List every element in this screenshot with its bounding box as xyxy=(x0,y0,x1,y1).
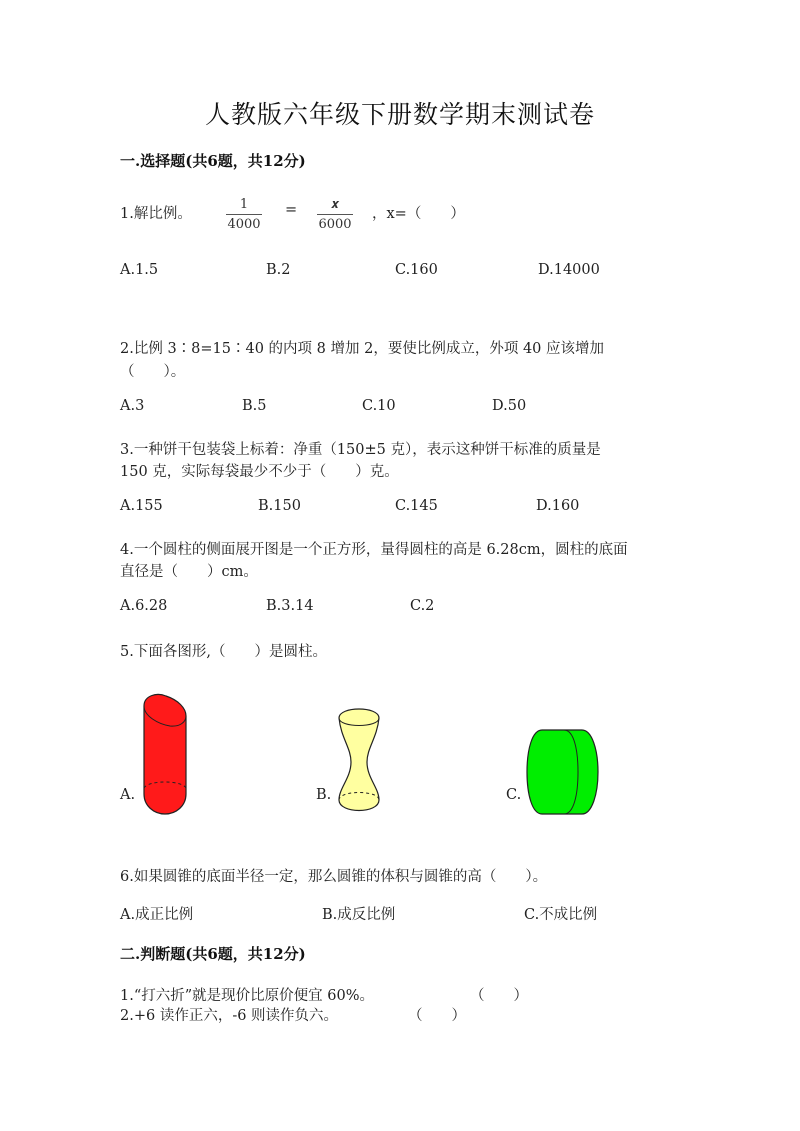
q3-option-c[interactable]: C.145 xyxy=(395,498,438,514)
fraction-bar xyxy=(226,214,262,215)
judge-item-2-text: 2.+6 读作正六，-6 则读作负六。 xyxy=(120,1008,339,1024)
q1-fraction-1 xyxy=(226,197,262,232)
q4-text-line1: 4.一个圆柱的侧面展开图是一个正方形，量得圆柱的高是 6.28cm，圆柱的底面 xyxy=(120,542,628,558)
q2-option-b[interactable]: B.5 xyxy=(242,398,267,414)
q5-option-c[interactable]: C. xyxy=(506,787,522,803)
q6-option-b[interactable]: B.成反比例 xyxy=(322,907,396,923)
judge-item-2-blank[interactable]: （ ） xyxy=(408,1008,466,1024)
q1-equals: = xyxy=(285,202,298,218)
q6-text-line1: 6.如果圆锥的底面半径一定，那么圆锥的体积与圆锥的高（ ）。 xyxy=(120,869,548,885)
q6-option-c[interactable]: C.不成比例 xyxy=(524,907,598,923)
q6-option-a[interactable]: A.成正比例 xyxy=(120,907,194,923)
q3-option-d[interactable]: D.160 xyxy=(536,498,580,514)
red-cylinder-body xyxy=(144,694,186,814)
section-1-heading: 一.选择题(共6题，共12分) xyxy=(120,152,306,170)
q2-option-a[interactable]: A.3 xyxy=(120,398,145,414)
q3-text-line1: 3.一种饼干包装袋上标着：净重（150±5 克），表示这种饼干标准的质量是 xyxy=(120,442,601,458)
q1-option-c[interactable]: C.160 xyxy=(395,262,438,278)
q2-text-line1: 2.比例 3∶8=15∶40 的内项 8 增加 2，要使比例成立，外项 40 应该增加 xyxy=(120,341,604,357)
q2-text-line2: （ ）。 xyxy=(120,364,186,380)
q1-option-b[interactable]: B.2 xyxy=(266,262,291,278)
q1-frac1-numerator: 1 xyxy=(239,197,249,212)
q1-option-d[interactable]: D.14000 xyxy=(538,262,600,278)
fraction-bar xyxy=(317,214,353,215)
yellow-shape-body xyxy=(339,709,379,811)
q2-option-d[interactable]: D.50 xyxy=(492,398,527,414)
q3-option-a[interactable]: A.155 xyxy=(120,498,163,514)
q4-option-b[interactable]: B.3.14 xyxy=(266,598,314,614)
q1-frac2-numerator: 𝒙 xyxy=(330,197,340,212)
hourglass-shape-figure-b xyxy=(333,702,385,818)
q1-fraction-2 xyxy=(317,197,353,232)
slanted-cylinder-figure-a xyxy=(138,690,196,820)
q1-option-a[interactable]: A.1.5 xyxy=(120,262,159,278)
q1-prefix: 1.解比例。 xyxy=(120,206,192,222)
q2-option-c[interactable]: C.10 xyxy=(362,398,396,414)
q5-option-a[interactable]: A. xyxy=(120,787,136,803)
q4-option-c[interactable]: C.2 xyxy=(410,598,435,614)
q3-text-line2: 150 克，实际每袋最少不少于（ ）克。 xyxy=(120,464,399,480)
green-cylinder-body xyxy=(527,730,598,814)
q5-option-b[interactable]: B. xyxy=(316,787,332,803)
q5-text-line1: 5.下面各图形,（ ）是圆柱。 xyxy=(120,644,327,660)
q4-option-a[interactable]: A.6.28 xyxy=(120,598,168,614)
q1-frac2-denominator: 6000 xyxy=(318,217,352,232)
q3-option-b[interactable]: B.150 xyxy=(258,498,301,514)
lying-cylinder-figure-c xyxy=(524,726,602,818)
section-2-heading: 二.判断题(共6题，共12分) xyxy=(120,945,306,963)
judge-item-1-blank[interactable]: （ ） xyxy=(470,988,528,1004)
judge-item-1-text: 1.“打六折”就是现价比原价便宜 60%。 xyxy=(120,988,374,1004)
q4-text-line2: 直径是（ ）cm。 xyxy=(120,564,258,580)
q1-suffix: ，x=（ ） xyxy=(372,206,465,222)
q1-frac1-denominator: 4000 xyxy=(227,217,261,232)
page-title: 人教版六年级下册数学期末测试卷 xyxy=(204,100,595,129)
